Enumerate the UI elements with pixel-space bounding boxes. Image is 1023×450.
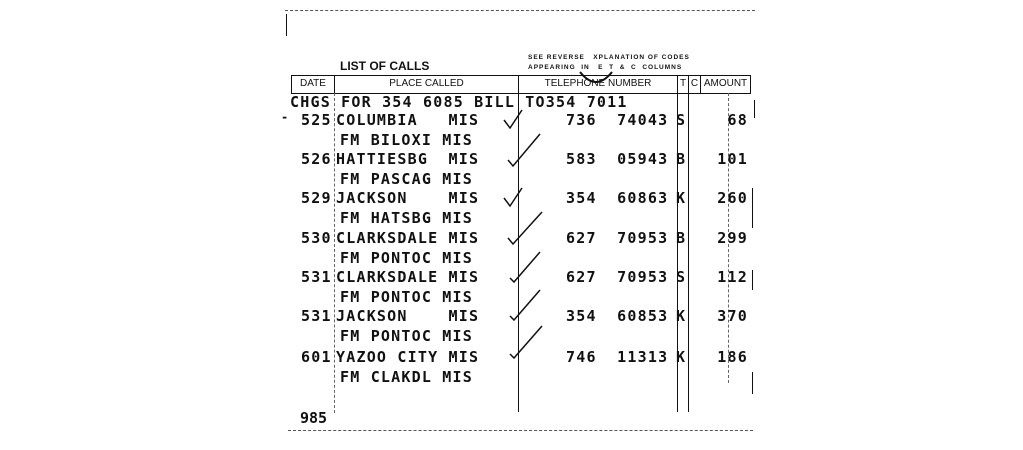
call-telephone: 746 11313: [566, 348, 669, 366]
call-origin: FM CLAKDL MIS: [340, 368, 473, 386]
right-margin-mark-1: [754, 100, 755, 118]
column-header-amount: AMOUNT: [703, 78, 748, 89]
call-amount: 370: [717, 307, 748, 325]
call-place: JACKSON MIS: [336, 189, 480, 207]
top-edge-line: [285, 10, 755, 11]
call-place: COLUMBIA MIS: [336, 111, 480, 129]
call-telephone: 627 70953: [566, 268, 669, 286]
call-code: S: [676, 111, 687, 129]
call-origin: FM PONTOC MIS: [340, 249, 473, 267]
call-date: 601: [301, 348, 332, 366]
call-origin: FM PASCAG MIS: [340, 170, 473, 188]
call-amount: 68: [727, 111, 748, 129]
call-telephone: 736 74043: [566, 111, 669, 129]
call-telephone: 354 60863: [566, 189, 669, 207]
right-margin-mark-4: [752, 372, 753, 394]
table-right-border: [750, 75, 751, 93]
call-code: K: [676, 189, 687, 207]
call-date: 526: [301, 150, 332, 168]
check-mark-icon: [508, 134, 540, 166]
call-origin: FM PONTOC MIS: [340, 327, 473, 345]
call-place: CLARKSDALE MIS: [336, 229, 480, 247]
page-total-number: 985: [300, 409, 328, 427]
table-top-border: [291, 75, 751, 76]
handwritten-check-marks: [500, 108, 550, 388]
check-mark-icon: [510, 290, 540, 320]
column-header-telephone: TELEPHONE NUMBER: [544, 78, 652, 89]
call-place: YAZOO CITY MIS: [336, 348, 480, 366]
call-telephone: 627 70953: [566, 229, 669, 247]
call-place: JACKSON MIS: [336, 307, 480, 325]
call-code: B: [676, 229, 687, 247]
bottom-edge-line: [288, 430, 753, 431]
call-amount: 186: [717, 348, 748, 366]
call-code: B: [676, 150, 687, 168]
t-c-divider: [688, 75, 689, 412]
list-of-calls-title: LIST OF CALLS: [340, 59, 430, 73]
call-origin: FM BILOXI MIS: [340, 131, 473, 149]
call-place: CLARKSDALE MIS: [336, 268, 480, 286]
right-margin-mark-3: [752, 270, 753, 290]
call-date: 531: [301, 307, 332, 325]
call-amount: 112: [717, 268, 748, 286]
left-edge-mark: [286, 14, 287, 36]
call-code: K: [676, 307, 687, 325]
column-header-date: DATE: [300, 78, 326, 89]
check-mark-icon: [504, 110, 522, 128]
check-mark-icon: [510, 326, 542, 358]
call-date: 531: [301, 268, 332, 286]
column-header-c: C: [690, 78, 699, 89]
codes-note-line1: SEE REVERSE XPLANATION OF CODES: [528, 54, 690, 61]
call-place: HATTIESBG MIS: [336, 150, 480, 168]
codes-note-line2: APPEARING IN E T & C COLUMNS: [528, 64, 683, 71]
call-origin: FM HATSBG MIS: [340, 209, 473, 227]
call-code: K: [676, 348, 687, 366]
call-amount: 299: [717, 229, 748, 247]
charges-summary-line: CHGS FOR 354 6085 BILL TO354 7011: [290, 93, 628, 111]
left-margin-dash: -: [281, 110, 289, 124]
call-date: 525: [301, 111, 332, 129]
call-date: 529: [301, 189, 332, 207]
call-amount: 260: [717, 189, 748, 207]
right-margin-mark-2: [752, 188, 753, 228]
call-amount: 101: [717, 150, 748, 168]
call-date: 530: [301, 229, 332, 247]
column-header-t: T: [679, 78, 687, 89]
column-header-place: PLACE CALLED: [389, 78, 464, 89]
call-code: S: [676, 268, 687, 286]
call-telephone: 583 05943: [566, 150, 669, 168]
date-column-guide: [334, 93, 335, 413]
check-mark-icon: [508, 212, 542, 244]
call-telephone: 354 60853: [566, 307, 669, 325]
check-mark-icon: [504, 188, 522, 206]
call-origin: FM PONTOC MIS: [340, 288, 473, 306]
check-mark-icon: [510, 252, 540, 282]
